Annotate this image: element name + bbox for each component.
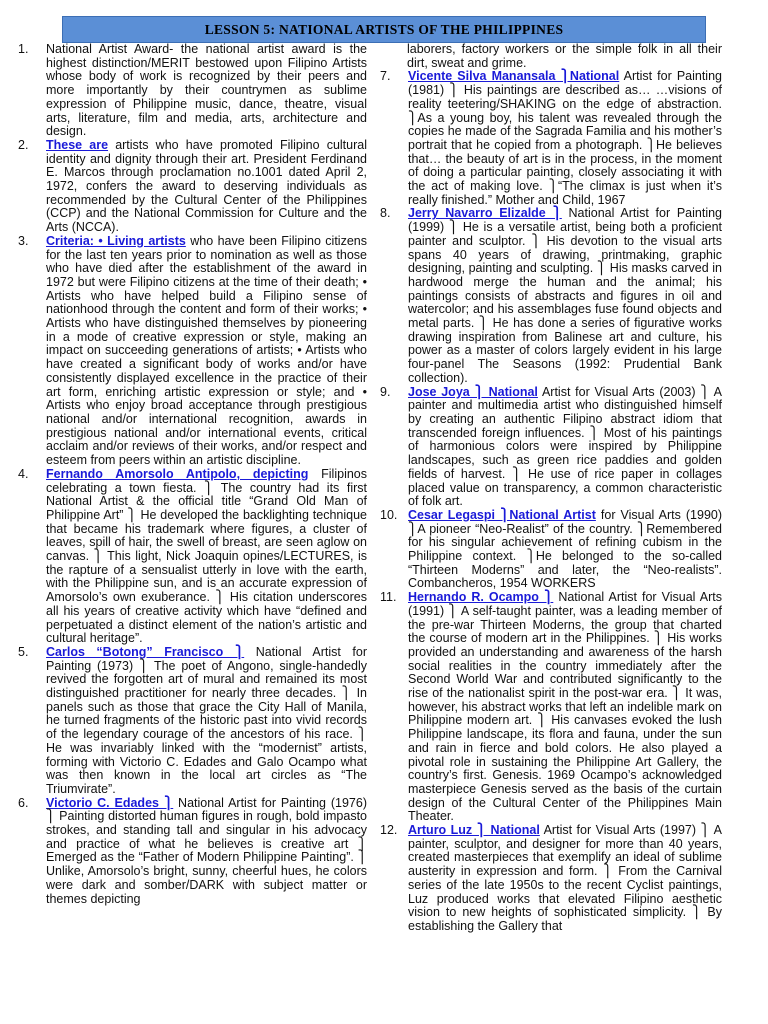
- list-item: [18, 43, 367, 139]
- item-number: 4.: [18, 466, 29, 481]
- item-text: Artist for Painting (1981) ⎫ His paintings are described as… …visions of reality teetering/SHAKING on the edge of abstraction. ⎫As a young boy, his talent was revealed through the copies he made of the Sagrada Familia and his mother’s portrait that he copied from a photograph. ⎫He believes that… the beauty of art is in the process, in the moment of doing a particular painting, closely associating it with the act of making love. ⎫“The climax is just when it’s really finished.” Mother and Child, 1967: [408, 69, 722, 207]
- left-column: [18, 43, 367, 906]
- item-text: National Artist Award- the national artist award is the highest distinction/MERIT bestowed upon Filipino Artists whose body of work is recognized by their peers and more importantly by their countrymen as sublime expression of Philippine music, dance, theatre, visual arts, literature, film and media, arts, architecture and design.: [46, 42, 367, 139]
- item-text: for Visual Arts (1990) ⎫A pioneer “Neo-Realist” of the country. ⎫Remembered for his singular achievement of refining cubism in the Philippine context. ⎫He belonged to the so-called “Thirteen Moderns” and later, the “Neo-realists”. Combancheros, 1954 WORKERS: [408, 507, 723, 591]
- item-text: National Artist for Painting (1976) ⎫ Painting distorted human figures in rough, bold impasto strokes, and standing tall and singular in his advocacy and practice of what he believes is creative art ⎫ Emerged as the “Father of Modern Philippine Painting”. ⎫ Unlike, Amorsolo’s bright, sunny, cheerful hues, he colors were dark and somber/DARK with subject matter or themes depicting: [46, 795, 367, 906]
- item-number: 11.: [380, 590, 397, 605]
- list-item: [380, 509, 722, 591]
- item-link[interactable]: Carlos “Botong” Francisco ⎫: [46, 644, 245, 659]
- lesson-title-banner: [62, 16, 706, 43]
- list-item: [380, 591, 722, 824]
- item-text: National Artist for Painting (1973) ⎫ The poet of Angono, single-handedly revived the forgotten art of mural and remained its most distinguished practitioner for nearly three decades. ⎫ In panels such as those that grace the City Hall of Manila, he turned fragments of the historic past into vivid records of the legendary courage of the ancestors of his race. ⎫ He was invariably linked with the “modernist” artists, forming with Victorio C. Edades and Galo Ocampo what was then known in the local art circles as “The Triumvirate”.: [46, 644, 368, 796]
- item-number: 7.: [380, 69, 391, 84]
- list-item: [380, 207, 722, 385]
- item-number: 1.: [18, 42, 29, 56]
- item-link[interactable]: Hernando R. Ocampo ⎫: [408, 590, 554, 605]
- item-number: 2.: [18, 137, 29, 152]
- lesson-title: LESSON 5: NATIONAL ARTISTS OF THE PHILIPPINES: [204, 21, 564, 37]
- list-item: [18, 235, 367, 468]
- item-text: National Artist for Visual Arts (1991) ⎫ A self-taught painter, was a leading member of the pre-war Thirteen Moderns, the group that charted the course of modern art in the Philippines. ⎫ His works provided an understanding and awareness of the harsh social realities in the country immediately after the Second World War and contributed significantly to the rise of the nationalist spirit in the post-war era. ⎫ It was, however, his abstract works that left an indelible mark on Philippine modern art. ⎫ His canvases evoked the lush Philippine landscape, its flora and fauna, under the sun and rain in fierce and bold colors. He also played a pivotal role in sustaining the Philippine Art Gallery, the country’s first. Genesis. 1969 Ocampo’s acknowledged masterpiece Genesis served as the basis of the curtain design of the Cultural Center of the Philippines Main Theater.: [408, 590, 722, 824]
- item-number: 12.: [380, 823, 398, 838]
- list-item: [380, 386, 722, 509]
- item-text: National Artist for Painting (1999) ⎫ He is a versatile artist, being both a proficient painter and sculptor. ⎫ His devotion to the visual arts spans 40 years of drawing, printmaking, graphic designing, painting and sculpting. ⎫ His masks carved in hardwood merge the human and the animal; his paintings consists of abstracts and figures in oil and watercolor; and his assemblages fuse found objects and metal parts. ⎫ He has done a series of figurative works drawing inspiration from Balinese art and culture, his power as a master of colors largely evident in his large four-panel The Seasons (1992: Prudential Bank collection).: [408, 206, 722, 385]
- item-number: 3.: [18, 233, 29, 248]
- item-link[interactable]: Criteria: • Living artists: [46, 233, 186, 248]
- item-link[interactable]: Arturo Luz ⎫ National: [408, 823, 540, 838]
- list-item: [18, 139, 367, 235]
- item-text: Artist for Visual Arts (2003) ⎫ A painter and multimedia artist who distinguished himself by creating an authentic Filipino abstract idiom that transcended foreign influences. ⎫ Most of his paintings of harmonious colors were inspired by Philippine landscapes, such as green rice paddies and golden fields of harvest. ⎫ He use of rice paper in collages placed value on transparency, a common characteristic of folk art.: [408, 384, 722, 509]
- continued-text: laborers, factory workers or the simple folk in all their dirt, sweat and grime.: [407, 42, 722, 70]
- item-link[interactable]: These are: [46, 137, 109, 152]
- list-item: [380, 70, 722, 207]
- list-item: [18, 797, 367, 907]
- right-column: [380, 43, 722, 934]
- item-number: 8.: [380, 206, 391, 221]
- item-text: Filipinos celebrating a town fiesta. ⎫ The country had its first National Artist & the official title “Grand Old Man of Philippine Art” ⎫ He developed the backlighting technique that became his trademark where figures, a cluster of leaves, spill of hair, the swell of breast, are seen aglow on canvas. ⎫ This light, Nick Joaquin opines/LECTURES, is the rapture of a sensualist utterly in love with the earth, with the Philippine sun, and is an accurate expression of Amorsolo’s own exuberance. ⎫ His citation underscores all his years of creative activity which have “defined and perpetuated a distinct element of the nation’s artistic and cultural heritage”.: [46, 466, 367, 646]
- item-text: Artist for Visual Arts (1997) ⎫ A painter, sculptor, and designer for more than 40 years, created masterpieces that exemplify an ideal of sublime austerity in expression and form. ⎫ From the Carnival series of the late 1950s to the recent Cyclist paintings, Luz produced works that elevated Filipino aesthetic vision to new heights of sophisticated simplicity. ⎫ By establishing the Gallery that: [408, 823, 722, 933]
- item-text: who have been Filipino citizens for the last ten years prior to nomination as well as those who have died after the establishment of the award in 1972 but were Filipino citizens at the time of their death; • Artists who have helped build a Filipino sense of nationhood through the content and form of their works; • Artists who have distinguished themselves by pioneering in a mode of creative expression or style, making an impact on succeeding generations of artists; • Artists who have created a significant body of works and/or have consistently displayed excellence in the practice of their art form, enriching artistic expression or style; and • Artists who enjoy broad acceptance through prestigious national and/or international recognition, awards in prestigious national and/or international events, critical acclaim and/or reviews of their works, and/or respect and esteem from peers within an artistic discipline.: [46, 233, 367, 468]
- item-number: 5.: [18, 644, 29, 659]
- item-link[interactable]: Victorio C. Edades ⎫: [46, 795, 174, 810]
- item-number: 9.: [380, 384, 391, 399]
- item-link[interactable]: Jose Joya ⎫ National: [408, 384, 538, 399]
- item-link[interactable]: Jerry Navarro Elizalde ⎫: [408, 206, 562, 221]
- item-link[interactable]: Cesar Legaspi ⎫National Artist: [408, 507, 596, 522]
- list-item: [380, 824, 722, 934]
- list-item: [18, 468, 367, 646]
- right-list: [380, 43, 722, 934]
- item-link[interactable]: Vicente Silva Manansala ⎫National: [408, 69, 620, 84]
- left-list: [18, 43, 367, 906]
- item-link[interactable]: Fernando Amorsolo Antipolo, depicting: [46, 466, 309, 481]
- item-number: 10.: [380, 507, 398, 522]
- item-text: artists who have promoted Filipino cultural identity and dignity through their art. President Ferdinand E. Marcos through proclamation no.1001 dated April 2, 1972, confers the award to deserving individuals as recommended by the Cultural Center of the Philippines (CCP) and the National Commission for Culture and the Arts (NCCA).: [46, 137, 367, 235]
- item-number: 6.: [18, 795, 29, 810]
- list-item: [18, 646, 367, 797]
